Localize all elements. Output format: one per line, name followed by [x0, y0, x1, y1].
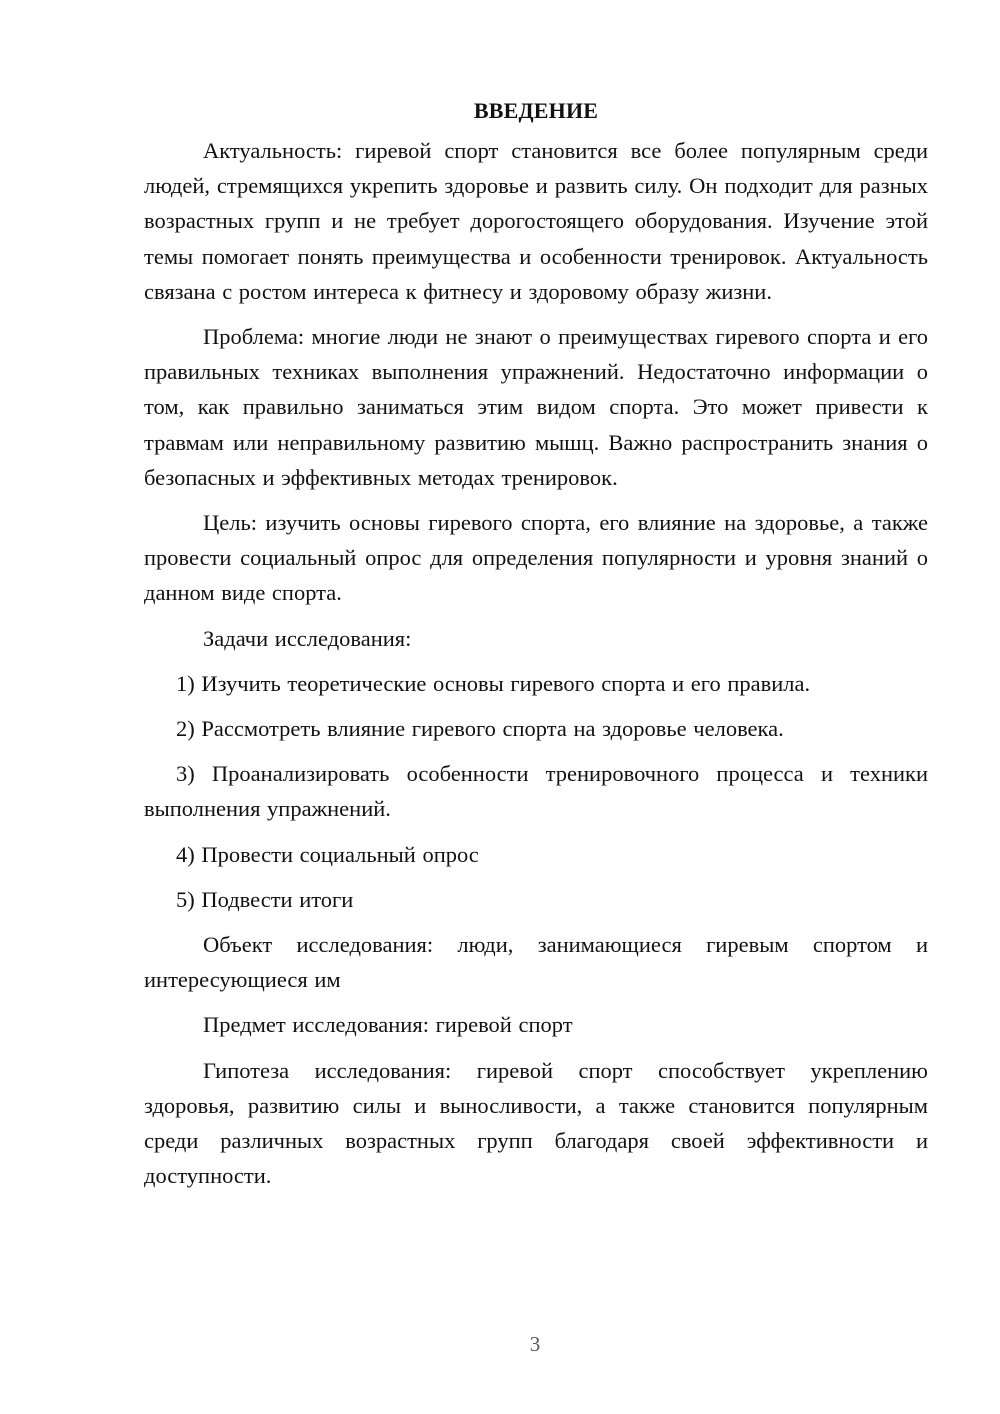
goal-paragraph: Цель: изучить основы гиревого спорта, его влияние на здоровье, а также провести социальный опрос для определения популярности и уровня знаний о данном виде спорта.	[144, 510, 928, 606]
section-title: ВВЕДЕНИЕ	[473, 98, 599, 123]
page-number: 3	[529, 1332, 541, 1356]
task-item: 3) Проанализировать особенности тренировочного процесса и техники выполнения упражнений.	[144, 761, 928, 822]
problem-paragraph: Проблема: многие люди не знают о преимуществах гиревого спорта и его правильных техниках выполнения упражнений. Недостаточно информации о том, как правильно заниматься этим видом спорта. Это может привести к травмам или неправильному развитию мышц. Важно распространить знания о безопасных и эффективных методах тренировок.	[144, 324, 928, 490]
subject-paragraph: Предмет исследования: гиревой спорт	[203, 1012, 573, 1038]
task-item: 5) Подвести итоги	[176, 886, 354, 912]
hypothesis-paragraph: Гипотеза исследования: гиревой спорт способствует укреплению здоровья, развитию силы и выносливости, а также становится популярным среди различных возрастных групп благодаря своей эффективности и доступности.	[144, 1057, 928, 1189]
task-item: 1) Изучить теоретические основы гиревого спорта и его правила.	[176, 670, 811, 696]
page-content	[144, 93, 928, 1203]
relevance-paragraph: Актуальность: гиревой спорт становится все более популярным среди людей, стремящихся укрепить здоровье и развить силу. Он подходит для разных возрастных групп и не требует дорогостоящего оборудования. Изучение этой темы помогает понять преимущества и особенности тренировок. Актуальность связана с ростом интереса к фитнесу и здоровому образу жизни.	[144, 138, 928, 304]
object-paragraph: Объект исследования: люди, занимающиеся гиревым спортом и интересующиеся им	[144, 932, 928, 993]
tasks-heading: Задачи исследования:	[203, 625, 412, 651]
task-item: 2) Рассмотреть влияние гиревого спорта на здоровье человека.	[176, 716, 784, 742]
task-item: 4) Провести социальный опрос	[176, 841, 479, 867]
